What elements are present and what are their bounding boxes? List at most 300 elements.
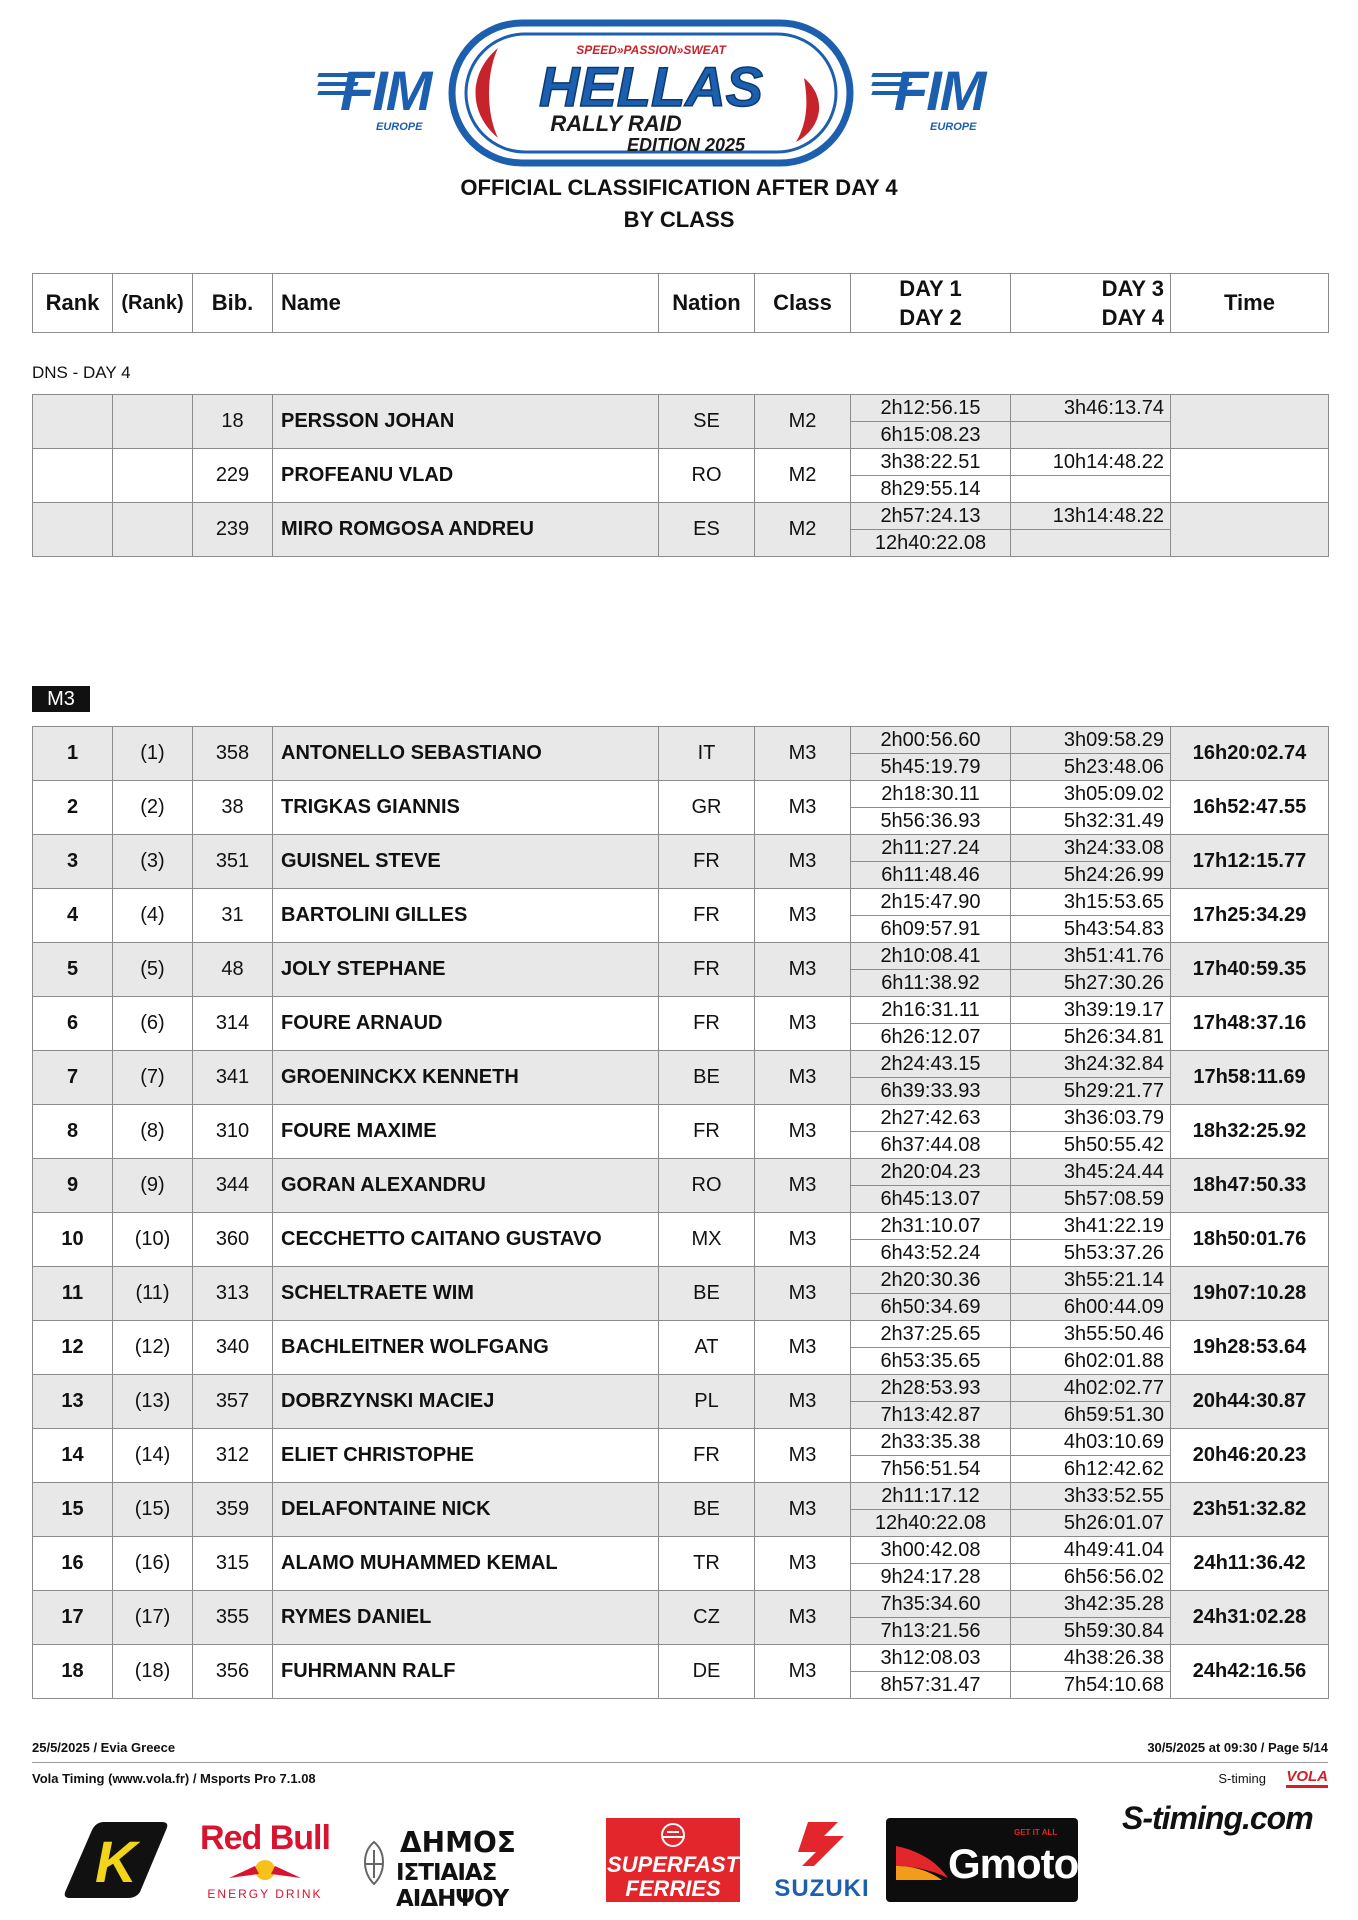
nation-cell: CZ [659, 1591, 755, 1645]
nation-cell: RO [659, 449, 755, 503]
day4-time-cell: 6h12:42.62 [1011, 1456, 1171, 1483]
previous-rank-cell: (6) [113, 997, 193, 1051]
gmoto-logo [886, 1818, 1078, 1902]
day1-time-cell: 2h11:17.12 [851, 1483, 1011, 1510]
dimos-emblem-icon [356, 1838, 392, 1888]
hellas-rally-raid-logo [446, 18, 856, 168]
day4-time-cell: 5h59:30.84 [1011, 1618, 1171, 1645]
class-cell: M2 [755, 503, 851, 557]
bib-cell: 310 [193, 1105, 273, 1159]
bib-cell: 356 [193, 1645, 273, 1699]
total-time-cell [1171, 503, 1329, 557]
rank-cell: 6 [33, 997, 113, 1051]
rider-name-cell: FUHRMANN RALF [273, 1645, 659, 1699]
rider-name-cell: SCHELTRAETE WIM [273, 1267, 659, 1321]
bib-cell: 18 [193, 395, 273, 449]
total-time-cell: 23h51:32.82 [1171, 1483, 1329, 1537]
day2-time-cell: 6h45:13.07 [851, 1186, 1011, 1213]
suzuki-wordmark: SUZUKI [774, 1875, 870, 1902]
rank-cell: 10 [33, 1213, 113, 1267]
day1-time-cell: 3h12:08.03 [851, 1645, 1011, 1672]
col-bib: Bib. [193, 274, 273, 333]
previous-rank-cell: (15) [113, 1483, 193, 1537]
day4-time-cell: 6h56:56.02 [1011, 1564, 1171, 1591]
class-cell: M3 [755, 1429, 851, 1483]
fim-europe-logo-right [872, 59, 997, 143]
rank-cell: 15 [33, 1483, 113, 1537]
class-cell: M3 [755, 1051, 851, 1105]
day1-time-cell: 2h16:31.11 [851, 997, 1011, 1024]
rider-name-cell: RYMES DANIEL [273, 1591, 659, 1645]
bib-cell: 229 [193, 449, 273, 503]
col-day4: DAY 4 [1101, 305, 1164, 330]
table-row [33, 1159, 1329, 1186]
day1-time-cell: 2h37:25.65 [851, 1321, 1011, 1348]
total-time-cell: 20h46:20.23 [1171, 1429, 1329, 1483]
day3-time-cell: 3h36:03.79 [1011, 1105, 1171, 1132]
total-time-cell: 19h07:10.28 [1171, 1267, 1329, 1321]
previous-rank-cell [113, 395, 193, 449]
gmoto-wordmark: Gmoto [948, 1840, 1079, 1887]
table-row [33, 1213, 1329, 1240]
day4-time-cell: 5h50:55.42 [1011, 1132, 1171, 1159]
table-row [33, 1645, 1329, 1672]
bib-cell: 358 [193, 727, 273, 781]
footer-software: Vola Timing (www.vola.fr) / Msports Pro 7.1.08 [32, 1771, 316, 1786]
redbull-bulls-icon [225, 1858, 305, 1882]
day1-time-cell: 2h28:53.93 [851, 1375, 1011, 1402]
previous-rank-cell: (10) [113, 1213, 193, 1267]
bib-cell: 351 [193, 835, 273, 889]
logo-subtitle: RALLY RAID [550, 111, 682, 136]
day2-time-cell: 6h39:33.93 [851, 1078, 1011, 1105]
day3-time-cell: 4h02:02.77 [1011, 1375, 1171, 1402]
day2-time-cell: 8h57:31.47 [851, 1672, 1011, 1699]
table-row [33, 1051, 1329, 1078]
day3-time-cell: 3h45:24.44 [1011, 1159, 1171, 1186]
table-row [33, 1267, 1329, 1294]
rank-cell: 9 [33, 1159, 113, 1213]
total-time-cell: 16h20:02.74 [1171, 727, 1329, 781]
col-prank: (Rank) [113, 274, 193, 333]
nation-cell: TR [659, 1537, 755, 1591]
previous-rank-cell: (7) [113, 1051, 193, 1105]
day2-time-cell: 6h09:57.91 [851, 916, 1011, 943]
day3-time-cell: 3h24:32.84 [1011, 1051, 1171, 1078]
nation-cell: DE [659, 1645, 755, 1699]
bib-cell: 355 [193, 1591, 273, 1645]
rider-name-cell: DOBRZYNSKI MACIEJ [273, 1375, 659, 1429]
day2-time-cell: 7h13:21.56 [851, 1618, 1011, 1645]
nation-cell: RO [659, 1159, 755, 1213]
day2-time-cell: 6h26:12.07 [851, 1024, 1011, 1051]
table-row [33, 781, 1329, 808]
col-day3-day4 [1011, 274, 1171, 333]
day3-time-cell: 4h38:26.38 [1011, 1645, 1171, 1672]
day3-time-cell: 4h03:10.69 [1011, 1429, 1171, 1456]
day2-time-cell: 7h13:42.87 [851, 1402, 1011, 1429]
total-time-cell: 17h40:59.35 [1171, 943, 1329, 997]
day1-time-cell: 2h57:24.13 [851, 503, 1011, 530]
footer-date-location: 25/5/2025 / Evia Greece [32, 1740, 176, 1755]
col-day1-day2 [851, 274, 1011, 333]
rank-cell: 11 [33, 1267, 113, 1321]
previous-rank-cell: (17) [113, 1591, 193, 1645]
dimos-line1: ΔΗΜΟΣ [400, 1826, 516, 1859]
day2-time-cell: 5h56:36.93 [851, 808, 1011, 835]
nation-cell: PL [659, 1375, 755, 1429]
day3-time-cell: 3h42:35.28 [1011, 1591, 1171, 1618]
day1-time-cell: 2h20:04.23 [851, 1159, 1011, 1186]
total-time-cell: 24h11:36.42 [1171, 1537, 1329, 1591]
fim-europe-logo-left [318, 59, 443, 143]
day4-time-cell: 5h27:30.26 [1011, 970, 1171, 997]
bib-cell: 314 [193, 997, 273, 1051]
total-time-cell: 16h52:47.55 [1171, 781, 1329, 835]
day1-time-cell: 7h35:34.60 [851, 1591, 1011, 1618]
total-time-cell [1171, 449, 1329, 503]
col-rank: Rank [33, 274, 113, 333]
table-row [33, 1321, 1329, 1348]
dimos-logo [356, 1818, 596, 1912]
rider-name-cell: GROENINCKX KENNETH [273, 1051, 659, 1105]
class-cell: M3 [755, 943, 851, 997]
total-time-cell: 18h47:50.33 [1171, 1159, 1329, 1213]
previous-rank-cell: (14) [113, 1429, 193, 1483]
rider-name-cell: TRIGKAS GIANNIS [273, 781, 659, 835]
day2-time-cell: 5h45:19.79 [851, 754, 1011, 781]
rider-name-cell: GUISNEL STEVE [273, 835, 659, 889]
total-time-cell: 19h28:53.64 [1171, 1321, 1329, 1375]
table-row [33, 835, 1329, 862]
total-time-cell: 24h42:16.56 [1171, 1645, 1329, 1699]
total-time-cell: 18h50:01.76 [1171, 1213, 1329, 1267]
day4-time-cell: 7h54:10.68 [1011, 1672, 1171, 1699]
class-cell: M3 [755, 1645, 851, 1699]
col-day1: DAY 1 [899, 276, 962, 301]
bib-cell: 340 [193, 1321, 273, 1375]
day1-time-cell: 3h38:22.51 [851, 449, 1011, 476]
day4-time-cell: 5h29:21.77 [1011, 1078, 1171, 1105]
bib-cell: 344 [193, 1159, 273, 1213]
rank-cell [33, 449, 113, 503]
table-row [33, 727, 1329, 754]
rider-name-cell: ANTONELLO SEBASTIANO [273, 727, 659, 781]
class-cell: M3 [755, 727, 851, 781]
page-subtitle: BY CLASS [623, 207, 735, 232]
table-row [33, 1429, 1329, 1456]
redbull-tagline: ENERGY DRINK [207, 1887, 323, 1901]
day3-time-cell: 3h05:09.02 [1011, 781, 1171, 808]
rider-name-cell: PROFEANU VLAD [273, 449, 659, 503]
rank-cell: 2 [33, 781, 113, 835]
day3-time-cell: 3h33:52.55 [1011, 1483, 1171, 1510]
previous-rank-cell: (11) [113, 1267, 193, 1321]
day2-time-cell: 6h37:44.08 [851, 1132, 1011, 1159]
class-cell: M3 [755, 1321, 851, 1375]
day3-time-cell: 3h24:33.08 [1011, 835, 1171, 862]
klim-logo [60, 1818, 172, 1902]
bib-cell: 341 [193, 1051, 273, 1105]
day3-time-cell: 3h41:22.19 [1011, 1213, 1171, 1240]
day3-time-cell: 3h15:53.65 [1011, 889, 1171, 916]
bib-cell: 315 [193, 1537, 273, 1591]
day1-time-cell: 2h18:30.11 [851, 781, 1011, 808]
dns-table [32, 394, 1329, 557]
nation-cell: BE [659, 1483, 755, 1537]
nation-cell: GR [659, 781, 755, 835]
day3-time-cell: 3h39:19.17 [1011, 997, 1171, 1024]
class-cell: M3 [755, 889, 851, 943]
day2-time-cell: 6h53:35.65 [851, 1348, 1011, 1375]
rank-cell: 16 [33, 1537, 113, 1591]
col-class: Class [755, 274, 851, 333]
day1-time-cell: 2h00:56.60 [851, 727, 1011, 754]
previous-rank-cell: (3) [113, 835, 193, 889]
day2-time-cell: 6h15:08.23 [851, 422, 1011, 449]
nation-cell: FR [659, 889, 755, 943]
class-cell: M3 [755, 1213, 851, 1267]
rank-cell: 8 [33, 1105, 113, 1159]
fim-word: FIM [340, 59, 431, 122]
klim-k: K [95, 1830, 137, 1895]
nation-cell: MX [659, 1213, 755, 1267]
redbull-wordmark: Red Bull [200, 1819, 330, 1857]
rank-cell: 5 [33, 943, 113, 997]
rider-name-cell: ELIET CHRISTOPHE [273, 1429, 659, 1483]
class-cell: M3 [755, 835, 851, 889]
table-row [33, 395, 1329, 422]
previous-rank-cell: (4) [113, 889, 193, 943]
rider-name-cell: DELAFONTAINE NICK [273, 1483, 659, 1537]
table-row [33, 997, 1329, 1024]
nation-cell: FR [659, 1429, 755, 1483]
nation-cell: FR [659, 1105, 755, 1159]
rank-cell: 13 [33, 1375, 113, 1429]
day2-time-cell: 6h43:52.24 [851, 1240, 1011, 1267]
day2-time-cell: 12h40:22.08 [851, 1510, 1011, 1537]
nation-cell: AT [659, 1321, 755, 1375]
day4-time-cell: 6h00:44.09 [1011, 1294, 1171, 1321]
gmoto-wing-icon [892, 1836, 952, 1886]
superfast-ferries-logo [606, 1818, 740, 1902]
nation-cell: IT [659, 727, 755, 781]
total-time-cell: 17h12:15.77 [1171, 835, 1329, 889]
dns-section-label: DNS - DAY 4 [32, 363, 131, 382]
superfast-line2: FERRIES [625, 1876, 721, 1901]
table-row [33, 503, 1329, 530]
column-header-table [32, 273, 1329, 333]
gmoto-small-text: GET IT ALL [1014, 1828, 1058, 1837]
day4-time-cell: 5h26:01.07 [1011, 1510, 1171, 1537]
day4-time-cell [1011, 476, 1171, 503]
suzuki-logo [760, 1818, 884, 1902]
day3-time-cell: 13h14:48.22 [1011, 503, 1171, 530]
previous-rank-cell: (16) [113, 1537, 193, 1591]
table-row [33, 1591, 1329, 1618]
day1-time-cell: 2h10:08.41 [851, 943, 1011, 970]
table-row [33, 889, 1329, 916]
bib-cell: 312 [193, 1429, 273, 1483]
class-cell: M3 [755, 1591, 851, 1645]
rank-cell: 1 [33, 727, 113, 781]
redbull-logo [200, 1818, 330, 1902]
rank-cell: 12 [33, 1321, 113, 1375]
rider-name-cell: BACHLEITNER WOLFGANG [273, 1321, 659, 1375]
previous-rank-cell: (13) [113, 1375, 193, 1429]
class-cell: M2 [755, 395, 851, 449]
class-cell: M3 [755, 1105, 851, 1159]
day1-time-cell: 2h31:10.07 [851, 1213, 1011, 1240]
rank-cell: 18 [33, 1645, 113, 1699]
day2-time-cell: 6h11:48.46 [851, 862, 1011, 889]
stiming-logo [1122, 1800, 1342, 1850]
previous-rank-cell: (8) [113, 1105, 193, 1159]
day3-time-cell: 3h09:58.29 [1011, 727, 1171, 754]
day2-time-cell: 6h50:34.69 [851, 1294, 1011, 1321]
rider-name-cell: MIRO ROMGOSA ANDREU [273, 503, 659, 557]
day4-time-cell: 5h24:26.99 [1011, 862, 1171, 889]
total-time-cell: 24h31:02.28 [1171, 1591, 1329, 1645]
vola-logo: VOLA [1286, 1768, 1328, 1788]
table-row [33, 449, 1329, 476]
col-nation: Nation [659, 274, 755, 333]
day2-time-cell: 6h11:38.92 [851, 970, 1011, 997]
bib-cell: 359 [193, 1483, 273, 1537]
previous-rank-cell [113, 449, 193, 503]
rider-name-cell: PERSSON JOHAN [273, 395, 659, 449]
previous-rank-cell [113, 503, 193, 557]
bib-cell: 31 [193, 889, 273, 943]
rank-cell: 4 [33, 889, 113, 943]
bib-cell: 313 [193, 1267, 273, 1321]
page-title: OFFICIAL CLASSIFICATION AFTER DAY 4 [460, 175, 898, 200]
day4-time-cell [1011, 422, 1171, 449]
total-time-cell: 20h44:30.87 [1171, 1375, 1329, 1429]
suzuki-s-icon [794, 1818, 850, 1870]
day1-time-cell: 2h24:43.15 [851, 1051, 1011, 1078]
day3-time-cell: 3h55:50.46 [1011, 1321, 1171, 1348]
previous-rank-cell: (5) [113, 943, 193, 997]
day4-time-cell [1011, 530, 1171, 557]
stiming-wordmark: S-timing.com [1122, 1800, 1313, 1836]
day1-time-cell: 2h12:56.15 [851, 395, 1011, 422]
day3-time-cell: 10h14:48.22 [1011, 449, 1171, 476]
class-cell: M2 [755, 449, 851, 503]
previous-rank-cell: (12) [113, 1321, 193, 1375]
bib-cell: 357 [193, 1375, 273, 1429]
nation-cell: BE [659, 1267, 755, 1321]
day4-time-cell: 5h57:08.59 [1011, 1186, 1171, 1213]
previous-rank-cell: (1) [113, 727, 193, 781]
superfast-emblem-icon [653, 1822, 693, 1848]
rank-cell: 17 [33, 1591, 113, 1645]
day2-time-cell: 7h56:51.54 [851, 1456, 1011, 1483]
rank-cell: 7 [33, 1051, 113, 1105]
class-cell: M3 [755, 781, 851, 835]
rider-name-cell: CECCHETTO CAITANO GUSTAVO [273, 1213, 659, 1267]
footer-stiming: S-timing [1218, 1771, 1266, 1786]
col-day3: DAY 3 [1101, 276, 1164, 301]
day1-time-cell: 2h20:30.36 [851, 1267, 1011, 1294]
logo-title: HELLAS [539, 55, 763, 118]
table-row [33, 1483, 1329, 1510]
rank-cell: 3 [33, 835, 113, 889]
nation-cell: FR [659, 835, 755, 889]
day4-time-cell: 5h53:37.26 [1011, 1240, 1171, 1267]
nation-cell: FR [659, 997, 755, 1051]
superfast-line1: SUPERFAST [606, 1852, 740, 1877]
col-day2: DAY 2 [899, 305, 962, 330]
event-logo-area [0, 18, 1358, 168]
total-time-cell: 17h25:34.29 [1171, 889, 1329, 943]
rider-name-cell: JOLY STEPHANE [273, 943, 659, 997]
nation-cell: FR [659, 943, 755, 997]
day4-time-cell: 5h32:31.49 [1011, 808, 1171, 835]
rider-name-cell: GORAN ALEXANDRU [273, 1159, 659, 1213]
day3-time-cell: 3h46:13.74 [1011, 395, 1171, 422]
rider-name-cell: ALAMO MUHAMMED KEMAL [273, 1537, 659, 1591]
day1-time-cell: 2h27:42.63 [851, 1105, 1011, 1132]
day2-time-cell: 8h29:55.14 [851, 476, 1011, 503]
total-time-cell: 17h58:11.69 [1171, 1051, 1329, 1105]
total-time-cell: 17h48:37.16 [1171, 997, 1329, 1051]
day1-time-cell: 3h00:42.08 [851, 1537, 1011, 1564]
dimos-line2: ΙΣΤΙΑΙΑΣ ΑΙΔΗΨΟΥ [396, 1860, 509, 1912]
rider-name-cell: FOURE ARNAUD [273, 997, 659, 1051]
rider-name-cell: FOURE MAXIME [273, 1105, 659, 1159]
rank-cell [33, 503, 113, 557]
table-row [33, 1105, 1329, 1132]
fim-sub: EUROPE [376, 121, 423, 133]
class-cell: M3 [755, 1483, 851, 1537]
nation-cell: SE [659, 395, 755, 449]
logo-edition: EDITION 2025 [626, 135, 746, 155]
table-row [33, 943, 1329, 970]
bib-cell: 360 [193, 1213, 273, 1267]
logo-tagline: SPEED»PASSION»SWEAT [576, 43, 726, 57]
nation-cell: BE [659, 1051, 755, 1105]
total-time-cell [1171, 395, 1329, 449]
table-row [33, 1537, 1329, 1564]
day2-time-cell: 12h40:22.08 [851, 530, 1011, 557]
day4-time-cell: 6h02:01.88 [1011, 1348, 1171, 1375]
day3-time-cell: 3h55:21.14 [1011, 1267, 1171, 1294]
fim-sub: EUROPE [930, 121, 977, 133]
day3-time-cell: 3h51:41.76 [1011, 943, 1171, 970]
day2-time-cell: 9h24:17.28 [851, 1564, 1011, 1591]
class-cell: M3 [755, 1267, 851, 1321]
day3-time-cell: 4h49:41.04 [1011, 1537, 1171, 1564]
rider-name-cell: BARTOLINI GILLES [273, 889, 659, 943]
class-cell: M3 [755, 1537, 851, 1591]
day4-time-cell: 5h23:48.06 [1011, 754, 1171, 781]
total-time-cell: 18h32:25.92 [1171, 1105, 1329, 1159]
nation-cell: ES [659, 503, 755, 557]
day4-time-cell: 5h26:34.81 [1011, 1024, 1171, 1051]
day1-time-cell: 2h15:47.90 [851, 889, 1011, 916]
bib-cell: 38 [193, 781, 273, 835]
day4-time-cell: 5h43:54.83 [1011, 916, 1171, 943]
rank-cell: 14 [33, 1429, 113, 1483]
class-cell: M3 [755, 997, 851, 1051]
bib-cell: 48 [193, 943, 273, 997]
bib-cell: 239 [193, 503, 273, 557]
class-cell: M3 [755, 1159, 851, 1213]
day4-time-cell: 6h59:51.30 [1011, 1402, 1171, 1429]
day1-time-cell: 2h33:35.38 [851, 1429, 1011, 1456]
table-row [33, 1375, 1329, 1402]
